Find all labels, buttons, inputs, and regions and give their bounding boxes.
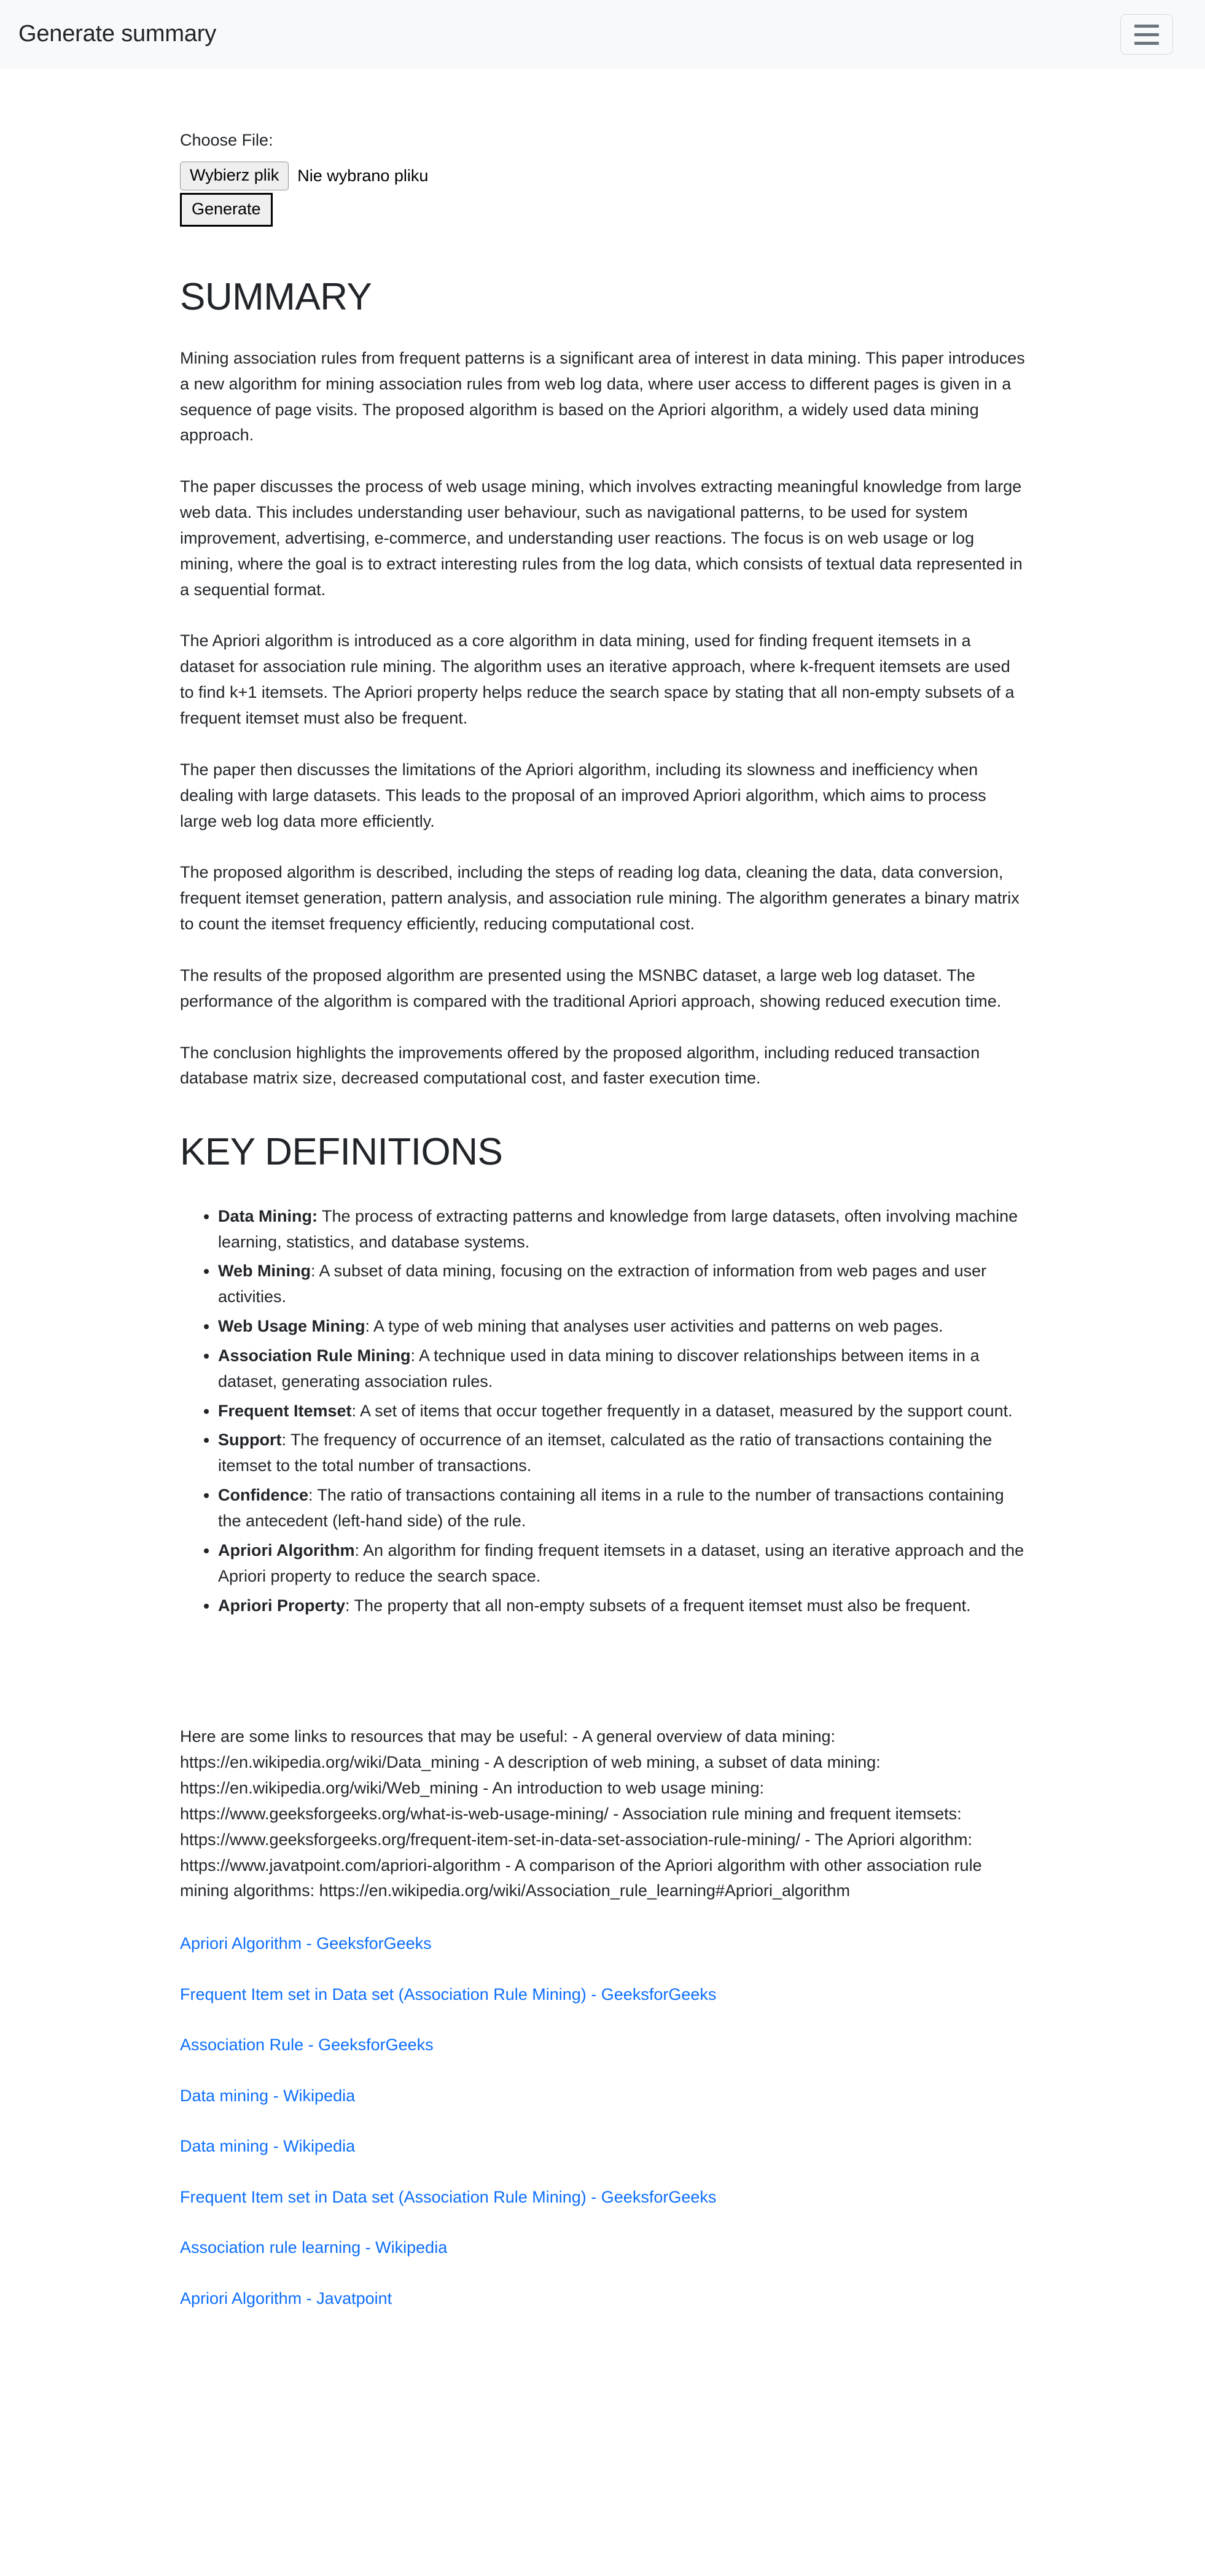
link-row — [180, 2134, 1028, 2159]
link-row — [180, 2185, 1028, 2210]
list-item — [218, 1343, 1028, 1395]
summary-section — [180, 227, 1028, 1619]
resource-link[interactable]: Association rule learning - Wikipedia — [180, 2238, 448, 2257]
definition-term: Apriori Algorithm — [218, 1540, 355, 1559]
resource-link[interactable]: Data mining - Wikipedia — [180, 2086, 356, 2105]
list-item — [218, 1314, 1028, 1340]
resource-link[interactable]: Frequent Item set in Data set (Association Rule Mining) - GeeksforGeeks — [180, 2187, 717, 2206]
definition-term: Web Mining — [218, 1262, 311, 1281]
definition-text: The process of extracting patterns and knowledge from large datasets, often involving machine learning, statistics, and database systems. — [218, 1206, 1018, 1251]
list-item — [218, 1259, 1028, 1310]
definition-text: : A subset of data mining, focusing on the extraction of information from web pages and user activities. — [218, 1262, 987, 1306]
resource-link[interactable]: Apriori Algorithm - GeeksforGeeks — [180, 1934, 432, 1953]
definition-text: : An algorithm for finding frequent itemsets in a dataset, using an iterative approach and the Apriori property to reduce the search space. — [218, 1540, 1024, 1585]
summary-paragraph: The paper discusses the process of web usage mining, which involves extracting meaningful knowledge from large web data. This includes understanding user behaviour, such as navigational patterns, to be used for system improvement, advertising, e-commerce, and understanding user reactions. The focus is on web usage or log mining, where the goal is to extract interesting rules from the log data, which consists of textual data represented in a sequential format. — [180, 477, 1023, 599]
generate-button[interactable]: Generate — [180, 193, 273, 227]
key-definitions-title: KEY DEFINITIONS — [180, 1131, 503, 1174]
list-item — [218, 1427, 1028, 1479]
page-container — [173, 69, 1032, 2373]
resource-link[interactable]: Frequent Item set in Data set (Association Rule Mining) - GeeksforGeeks — [180, 1985, 717, 2004]
definition-term: Support — [218, 1430, 282, 1450]
summary-paragraph: The conclusion highlights the improvements offered by the proposed algorithm, including reduced transaction database matrix size, decreased computational cost, and faster execution time. — [180, 1043, 980, 1088]
resources-section — [180, 1622, 1028, 1904]
link-row — [180, 2032, 1028, 2058]
list-item — [218, 1399, 1028, 1424]
definition-term: Frequent Itemset — [218, 1401, 352, 1420]
definition-term: Web Usage Mining — [218, 1317, 365, 1336]
links-section — [180, 1904, 1028, 2373]
definition-text: : A type of web mining that analyses user activities and patterns on web pages. — [365, 1317, 943, 1336]
summary-paragraph: The paper then discusses the limitations of the Apriori algorithm, including its slowness and inefficiency when dealing with large datasets. This leads to the proposal of an improved Apriori algorithm, which aims to process large web log data more efficiently. — [180, 760, 986, 830]
hamburger-bar-middle — [1134, 33, 1159, 36]
link-row — [180, 2286, 1028, 2311]
definition-text: : A set of items that occur together frequently in a dataset, measured by the support count. — [351, 1401, 1013, 1420]
navbar-brand[interactable]: Generate summary — [18, 21, 217, 47]
summary-paragraph: The proposed algorithm is described, including the steps of reading log data, cleaning the data, data conversion, frequent itemset generation, pattern analysis, and association rule mining. The algorithm generates a binary matrix to count the itemset frequency efficiently, reducing computational cost. — [180, 863, 1020, 934]
definition-term: Data Mining: — [218, 1206, 318, 1225]
link-row — [180, 1931, 1028, 1956]
definition-term: Association Rule Mining — [218, 1346, 411, 1365]
resource-link[interactable]: Association Rule - GeeksforGeeks — [180, 2035, 434, 2055]
upload-form — [177, 69, 1028, 227]
link-row — [180, 2235, 1028, 2260]
definition-term: Apriori Property — [218, 1596, 346, 1615]
list-item — [218, 1593, 1028, 1619]
list-item — [218, 1538, 1028, 1590]
key-definitions-list — [180, 1204, 1028, 1619]
file-status-text: Nie wybrano pliku — [297, 166, 429, 185]
summary-paragraph: The Apriori algorithm is introduced as a core algorithm in data mining, used for finding frequent itemsets in a dataset for association rule mining. The algorithm uses an iterative approach, where k-frequent itemsets are used to find k+1 itemsets. The Apriori property helps reduce the search space by stating that all non-empty subsets of a frequent itemset must also be frequent. — [180, 631, 1015, 728]
navbar-toggler-button[interactable] — [1120, 14, 1173, 55]
link-row — [180, 2083, 1028, 2109]
list-item — [218, 1204, 1028, 1255]
link-row — [180, 1982, 1028, 2007]
definition-text: : The frequency of occurrence of an itemset, calculated as the ratio of transactions containing the itemset to the total number of transactions. — [218, 1430, 992, 1475]
definition-text: : The property that all non-empty subsets of a frequent itemset must also be frequent. — [345, 1596, 971, 1615]
list-item — [218, 1483, 1028, 1534]
choose-file-button[interactable]: Wybierz plik — [180, 162, 289, 190]
definition-text: : A technique used in data mining to discover relationships between items in a dataset, generating association rules. — [218, 1346, 980, 1391]
summary-paragraph: The results of the proposed algorithm are presented using the MSNBC dataset, a large web log dataset. The performance of the algorithm is compared with the traditional Apriori approach, showing reduced execution time. — [180, 966, 1002, 1010]
definition-term: Confidence — [218, 1486, 309, 1505]
choose-file-label: Choose File: — [180, 131, 273, 149]
summary-paragraph: Mining association rules from frequent patterns is a significant area of interest in data mining. This paper introduces a new algorithm for mining association rules from web log data, where user access to different pages is given in a sequence of page visits. The proposed algorithm is based on the Apriori algorithm, a widely used data mining approach. — [180, 348, 1025, 445]
summary-title: SUMMARY — [180, 275, 372, 318]
navbar — [0, 0, 1205, 69]
hamburger-bar-top — [1134, 25, 1159, 28]
hamburger-bar-bottom — [1134, 42, 1159, 45]
definition-text: : The ratio of transactions containing all items in a rule to the number of transactions containing the antecedent (left-hand side) of the rule. — [218, 1486, 1004, 1530]
resources-text: Here are some links to resources that may be useful: - A general overview of data mining: https://en.wikipedia.org/wiki/Data_mining - A description of web mining, a subset of data mining: https://en.wikipedia.org/wiki/Web_mining - An introduction to web usage mining: https://www.geeksforgeeks.org/what-is-web-usage-mining/ - Association rule mining and frequent itemsets: https://www.geeksforgeeks.org/frequent-item-set-in-data-set-association-rule-mining/ - The Apriori algorithm: https://www.javatpoint.com/apriori-algorithm - A comparison of the Apriori algorithm with other association rule mining algorithms: https://en.wikipedia.org/wiki/Association_rule_learning#Apriori_algorithm — [180, 1727, 982, 1900]
resource-link[interactable]: Apriori Algorithm - Javatpoint — [180, 2289, 392, 2308]
resource-link[interactable]: Data mining - Wikipedia — [180, 2137, 356, 2156]
file-input-row[interactable] — [180, 162, 1028, 190]
